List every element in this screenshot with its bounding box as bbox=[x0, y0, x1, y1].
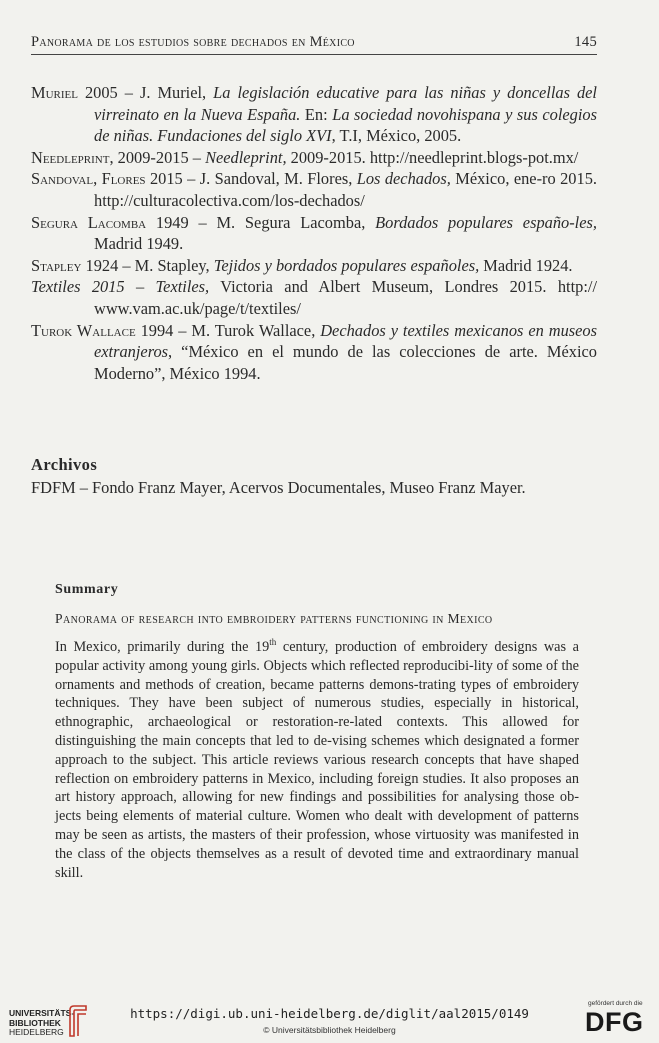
footer bbox=[0, 997, 659, 1043]
entry-text: México, ene-ro 2015. http://culturacolectiva.com/los-dechados/ bbox=[94, 169, 597, 210]
running-head-title: Panorama de los estudios sobre dechados en México bbox=[31, 34, 355, 50]
entry-text: Madrid 1949. bbox=[94, 234, 184, 254]
summary-body-text-1: In Mexico, primarily during the 19 bbox=[55, 639, 270, 655]
entry-text: 2015 – J. Sandoval, M. Flores, bbox=[145, 169, 357, 189]
entry-title: Los dechados, bbox=[356, 169, 451, 189]
entry-author: Needleprint bbox=[31, 147, 110, 167]
bibliography-entry bbox=[31, 147, 597, 169]
summary-body-superscript: th bbox=[269, 637, 277, 648]
library-line-2: BIBLIOTHEK bbox=[9, 1017, 61, 1028]
entry-title: Textiles 2015 – Textiles, bbox=[31, 277, 210, 297]
entry-author: Sandoval, Flores bbox=[31, 169, 146, 189]
bibliography-entry bbox=[31, 212, 597, 255]
entry-author: Muriel bbox=[31, 83, 78, 102]
entry-text: 1994 – M. Turok Wallace, bbox=[135, 320, 321, 340]
archivos-heading: Archivos bbox=[31, 455, 98, 474]
running-head bbox=[31, 34, 597, 55]
entry-text: 1924 – M. Stapley, bbox=[81, 255, 214, 275]
page-number: 145 bbox=[574, 34, 597, 50]
entry-text: 2005 – J. Muriel, bbox=[77, 83, 214, 102]
entry-text: , “México en el mundo de las colecciones de arte. México Moderno”, México 1994. bbox=[94, 342, 597, 383]
entry-text: 2009-2015. http://needleprint.blogs-pot.mx/ bbox=[286, 147, 579, 167]
summary-body-text-2: century, production of embroidery designs was a popular activity among young girls. Objects which reflected reproducibi-lity of some of the ornaments and methods of creation, became patterns demons-trating types of embroidery techniques. They have been subject of numerous studies, especially in historical, ethnographic, archaeological or restoration-re-lated contexts. This allowed for distinguishing the main concepts that led to de-vising schemes which designated a former approach to the subject. This article reviews various research concepts that have shaped reflection on embroidery patterns in Mexico, including foreign studies. It also proposes an art history approach, allowing for new findings and possibilities for analysing those ob-jects being elements of material culture. Women who dealt with development of patterns may be seen as artists, the masters of their profession, whose virtuosity was manifested in the class of the objects themselves as a result of devoted time and extraordinary manual skill. bbox=[55, 639, 579, 881]
bibliography-entry bbox=[31, 320, 597, 385]
entry-text: 1949 – M. Segura Lacomba, bbox=[146, 212, 376, 232]
entry-title: Bordados populares españo-les, bbox=[375, 212, 597, 232]
entry-text: Victoria and Albert Museum, Londres 2015. http:// www.vam.ac.uk/page/t/textiles/ bbox=[94, 277, 597, 318]
entry-title: Dechados y textiles mexicanos en museos extranjeros bbox=[94, 320, 597, 362]
entry-text: , T.I, México, 2005. bbox=[331, 126, 462, 146]
entry-author: Stapley bbox=[31, 255, 82, 275]
summary-subtitle: Panorama of research into embroidery patterns functioning in Mexico bbox=[55, 611, 493, 626]
dfg-logo: DFG bbox=[585, 1007, 644, 1037]
entry-text: En: bbox=[300, 104, 333, 124]
entry-author: Segura Lacomba bbox=[31, 212, 147, 232]
archivos-entry: FDFM – Fondo Franz Mayer, Acervos Documentales, Museo Franz Mayer. bbox=[31, 478, 526, 497]
copyright-notice: © Universitätsbibliothek Heidelberg bbox=[263, 1025, 396, 1035]
entry-title: Tejidos y bordados populares españoles, bbox=[213, 255, 480, 275]
entry-title: Needleprint, bbox=[205, 147, 287, 167]
library-line-1: UNIVERSITÄTS- bbox=[9, 1008, 75, 1018]
library-line-3: HEIDELBERG bbox=[9, 1027, 64, 1037]
summary-heading: Summary bbox=[55, 582, 119, 597]
entry-author: Turok Wallace bbox=[31, 320, 136, 340]
entry-text: , 2009-2015 – bbox=[109, 147, 206, 167]
bibliography-list bbox=[31, 82, 597, 384]
summary-body bbox=[55, 638, 579, 882]
entry-title: La sociedad novohispana y sus colegios de niñas. Fundaciones del siglo XVI bbox=[94, 104, 597, 146]
bibliography-entry bbox=[31, 255, 597, 277]
entry-text: Madrid 1924. bbox=[479, 255, 573, 275]
bibliography-entry bbox=[31, 276, 597, 319]
bibliography-entry bbox=[31, 82, 597, 147]
entry-title: La legislación educative para las niñas y doncellas del virreinato en la Nueva España. bbox=[94, 83, 597, 124]
bibliography-entry bbox=[31, 168, 597, 211]
citation-url[interactable]: https://digi.ub.uni-heidelberg.de/diglit/aal2015/0149 bbox=[130, 1006, 529, 1021]
dfg-label: gefördert durch die bbox=[588, 1000, 643, 1007]
